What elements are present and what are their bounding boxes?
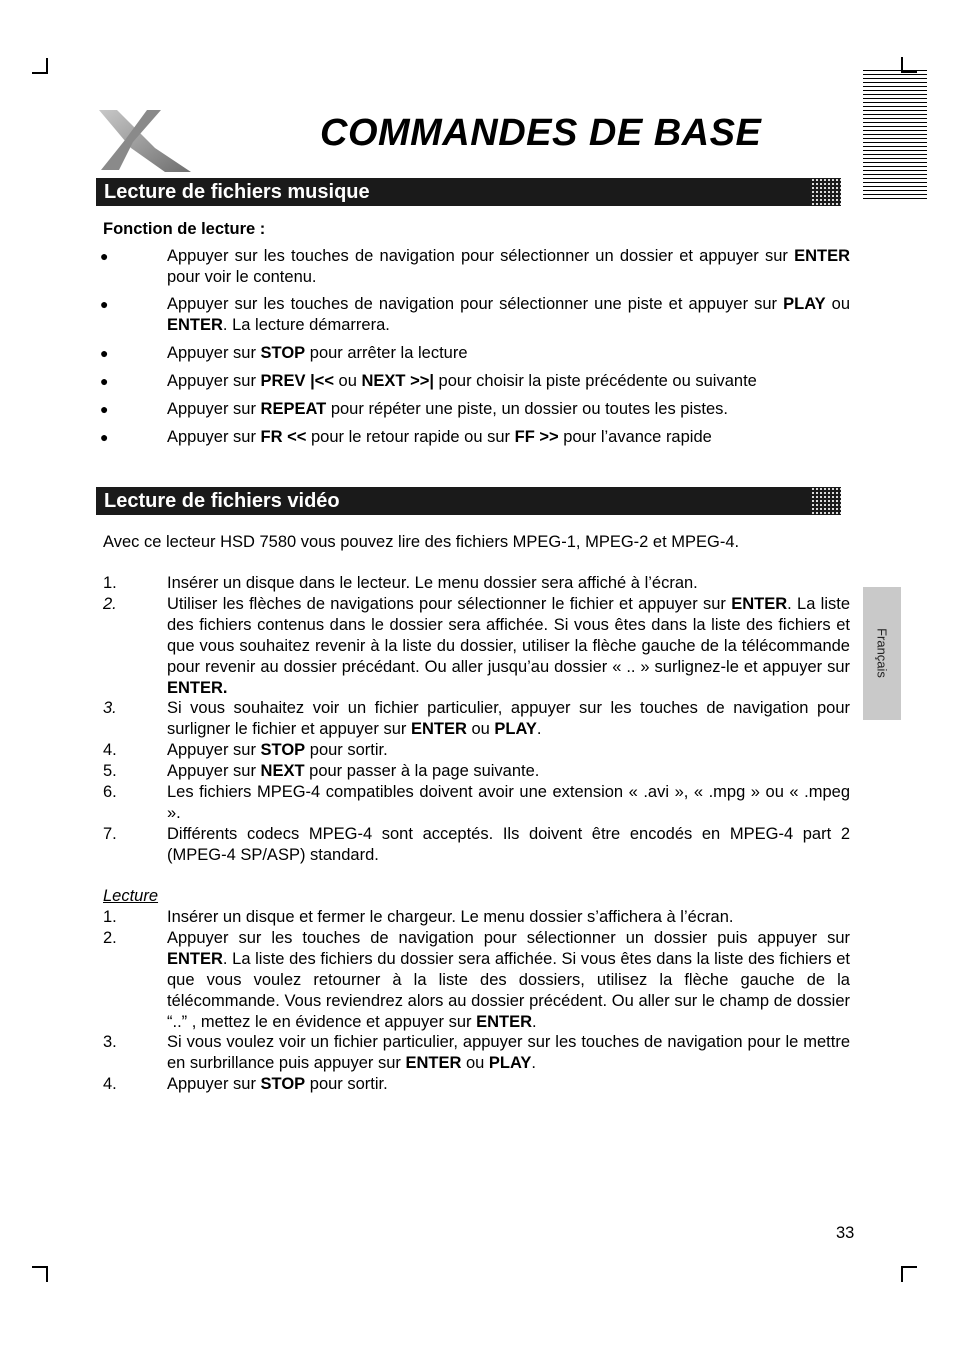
text-run: . xyxy=(536,720,542,738)
text-run: pour l’avance rapide xyxy=(558,428,712,446)
lecture-label: Lecture xyxy=(103,887,159,905)
text-run: Insérer un disque dans le lecteur. Le menu dossier sera affiché à l’écran. xyxy=(167,574,698,592)
text-run: . xyxy=(531,1054,537,1072)
step-number: 2. xyxy=(103,929,117,947)
text-run: Insérer un disque et fermer le chargeur. Le menu dossier s’affichera à l’écran. xyxy=(167,908,734,926)
bold-keyword: PLAY xyxy=(783,295,826,313)
text-run: Appuyer sur xyxy=(167,428,261,446)
page-title: COMMANDES DE BASE xyxy=(320,112,762,154)
bold-keyword: NEXT >>| xyxy=(361,372,434,390)
step-number: 1. xyxy=(103,574,117,592)
music-bullet-item xyxy=(167,399,850,420)
step-number: 3. xyxy=(103,1033,117,1051)
decorative-stripes xyxy=(863,70,927,200)
step-text xyxy=(167,740,850,761)
text-run: Appuyer sur xyxy=(167,400,261,418)
bullet-dot: ● xyxy=(100,401,109,417)
music-bullet-item xyxy=(167,371,850,392)
text-run: . La liste des fichiers contenus dans le dossier sera affichée. Si vous êtes dans la liste des fichiers et que vous souhaitez revenir à la liste du dossier, utiliser la flèche gauche de la télécommande pour revenir au dossier précédant. Ou aller jusqu’au dossier « .. » surlignez-le et appuyer sur xyxy=(167,595,850,676)
text-run: Appuyer sur les touches de navigation pour sélectionner une piste et appuyer sur xyxy=(167,295,784,313)
bold-keyword: ENTER xyxy=(167,316,223,334)
bold-keyword: ENTER xyxy=(405,1054,462,1072)
step-number: 1. xyxy=(103,908,117,926)
text-run: Appuyer sur les touches de navigation pour sélectionner un dossier puis appuyer sur xyxy=(167,929,850,947)
page-number: 33 xyxy=(836,1224,855,1242)
text-run: pour sortir. xyxy=(305,741,388,759)
text-run: Appuyer sur xyxy=(167,344,261,362)
music-bullet-item xyxy=(167,294,850,336)
step-text xyxy=(167,907,850,928)
bold-keyword: PLAY xyxy=(488,1054,532,1072)
bold-keyword: ENTER xyxy=(794,247,850,265)
text-run: Utiliser les flèches de navigations pour sélectionner le fichier et appuyer sur xyxy=(167,595,732,613)
step-text xyxy=(167,824,850,866)
text-run: pour le retour rapide ou sur xyxy=(306,428,515,446)
bold-keyword: STOP xyxy=(260,1075,306,1093)
bold-keyword: ENTER. xyxy=(167,679,228,697)
bold-keyword: FF >> xyxy=(514,428,559,446)
bold-keyword: ENTER xyxy=(731,595,788,613)
bold-keyword: FR << xyxy=(260,428,307,446)
bold-keyword: ENTER xyxy=(167,950,223,968)
section-heading-music-label: Lecture de fichiers musique xyxy=(104,181,370,203)
crop-mark-top-left xyxy=(32,58,48,74)
text-run: pour voir le contenu. xyxy=(167,268,317,286)
text-run: Appuyer sur xyxy=(167,1075,261,1093)
language-side-tab-label: Français xyxy=(874,628,890,678)
video-intro: Avec ce lecteur HSD 7580 vous pouvez lire des fichiers MPEG-1, MPEG-2 et MPEG-4. xyxy=(103,533,740,551)
bullet-dot: ● xyxy=(100,345,109,361)
text-run: pour arrêter la lecture xyxy=(305,344,468,362)
text-run: ou xyxy=(461,1054,489,1072)
music-bullet-item xyxy=(167,343,850,364)
step-number: 4. xyxy=(103,741,117,759)
step-number: 4. xyxy=(103,1075,117,1093)
text-run: Si vous voulez voir un fichier particulier, appuyer sur les touches de navigation pour le mettre en surbrillance puis appuyer sur xyxy=(167,1033,850,1072)
step-text xyxy=(167,761,850,782)
text-run: ou xyxy=(466,720,495,738)
text-run: Appuyer sur xyxy=(167,762,261,780)
bullet-dot: ● xyxy=(100,429,109,445)
music-bullet-item xyxy=(167,427,850,448)
crop-mark-bottom-right xyxy=(901,1266,917,1282)
step-text xyxy=(167,698,850,740)
bold-keyword: PREV |<< xyxy=(260,372,334,390)
x-brand-logo xyxy=(95,108,195,176)
bold-keyword: REPEAT xyxy=(260,400,327,418)
language-side-tab xyxy=(863,587,901,720)
step-number: 6. xyxy=(103,783,117,801)
halftone-pattern xyxy=(811,178,851,206)
subheading-fonction-lecture: Fonction de lecture : xyxy=(103,220,266,238)
step-text xyxy=(167,782,850,824)
step-number: 3. xyxy=(103,699,117,717)
step-text xyxy=(167,1032,850,1074)
bullet-dot: ● xyxy=(100,248,109,264)
bullet-dot: ● xyxy=(100,296,109,312)
text-run: Si vous souhaitez voir un fichier particulier, appuyer sur les touches de navigation pour surligner le fichier et appuyer sur xyxy=(167,699,850,738)
step-text xyxy=(167,928,850,1033)
step-text xyxy=(167,594,850,699)
text-run: pour passer à la page suivante. xyxy=(304,762,540,780)
bold-keyword: ENTER xyxy=(476,1013,532,1031)
step-text xyxy=(167,573,850,594)
bold-keyword: NEXT xyxy=(260,762,305,780)
bold-keyword: ENTER xyxy=(410,720,467,738)
music-bullet-item xyxy=(167,246,850,288)
step-number: 5. xyxy=(103,762,117,780)
step-number: 2. xyxy=(103,595,117,613)
halftone-pattern xyxy=(811,487,851,515)
section-heading-video xyxy=(96,487,841,515)
text-run: Différents codecs MPEG-4 sont acceptés. Ils doivent être encodés en MPEG-4 part 2 (MPEG-4 SP/ASP) standard. xyxy=(167,825,850,864)
text-run: ou xyxy=(825,295,851,313)
text-run: . xyxy=(532,1013,537,1031)
bold-keyword: STOP xyxy=(260,741,306,759)
text-run: pour choisir la piste précédente ou suivante xyxy=(433,372,757,390)
text-run: pour sortir. xyxy=(305,1075,388,1093)
bold-keyword: STOP xyxy=(260,344,306,362)
text-run: . La lecture démarrera. xyxy=(222,316,390,334)
text-run: Appuyer sur xyxy=(167,372,261,390)
bold-keyword: PLAY xyxy=(494,720,537,738)
section-heading-video-label: Lecture de fichiers vidéo xyxy=(104,490,340,512)
section-heading-music xyxy=(96,178,841,206)
step-number: 7. xyxy=(103,825,117,843)
text-run: ou xyxy=(333,372,362,390)
text-run: . La liste des fichiers du dossier sera affichée. Si vous êtes dans la liste des fichiers et que vous voulez retourner à la liste des dossiers, utilisez la flèche gauche de la télécommande. Vous reviendrez alors au dossier précédent. Ou aller sur le champ de dossier “..” , mettez le en évidence et appuyer sur xyxy=(167,950,850,1031)
text-run: pour répéter une piste, un dossier ou toutes les pistes. xyxy=(326,400,728,418)
bullet-dot: ● xyxy=(100,373,109,389)
text-run: Appuyer sur xyxy=(167,741,261,759)
crop-mark-bottom-left xyxy=(32,1266,48,1282)
text-run: Les fichiers MPEG-4 compatibles doivent avoir une extension « .avi », « .mpg » ou « .mpeg ». xyxy=(167,783,850,822)
step-text xyxy=(167,1074,850,1095)
text-run: Appuyer sur les touches de navigation pour sélectionner un dossier et appuyer sur xyxy=(167,247,795,265)
